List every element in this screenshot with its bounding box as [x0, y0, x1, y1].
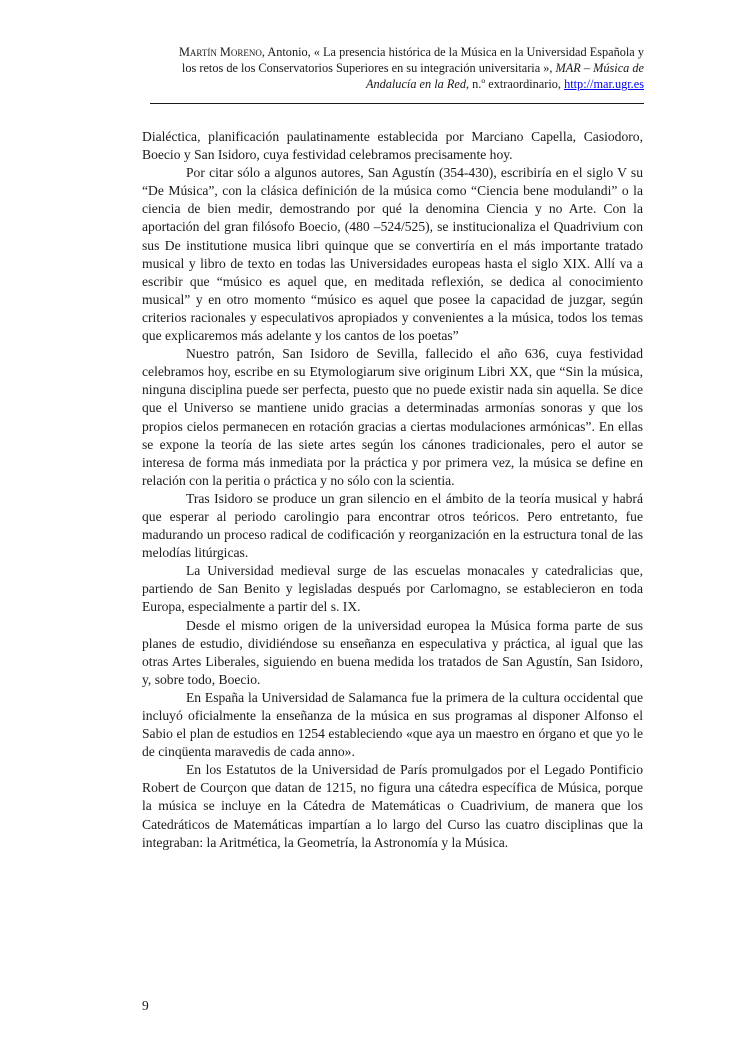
- article-body: [142, 128, 643, 852]
- header-author: Martín Moreno: [178, 45, 262, 59]
- header-rule: [150, 103, 644, 104]
- header-title-start: , Antonio, « La presencia histórica de la Música en la Universidad Española y: [261, 45, 644, 59]
- running-header: [150, 44, 644, 104]
- paragraph: La Universidad medieval surge de las escuelas monacales y catedralicias que, partiendo de San Benito y legisladas después por Carlomagno, se establecieron en toda Europa, especialmente a partir del s. IX.: [142, 563, 643, 615]
- header-citation-line-2: [150, 60, 644, 92]
- paragraph: En España la Universidad de Salamanca fue la primera de la cultura occidental que incluyó oficialmente la enseñanza de la música en sus programas al disponer Alfonso el Sabio el plan de estudios en 1254 estableciendo «que aya un maestro en órgano et que yo le de cinqüenta maravedis de cada anno».: [142, 689, 643, 760]
- paragraph: En los Estatutos de la Universidad de París promulgados por el Legado Pontificio Robert de Courçon que datan de 1215, no figura una cátedra específica de Música, porque la música se incluye en la Cátedra de Matemáticas o Cuadrivium, de manera que los Catedráticos de Matemáticas impartían a lo largo del Curso las cuatro disciplinas que la integraban: la Aritmética, la Geometría, la Astronomía y la Música.: [142, 762, 643, 850]
- header-issue: , n.º extraordinario,: [466, 77, 565, 91]
- paragraph: Nuestro patrón, San Isidoro de Sevilla, fallecido el año 636, cuya festividad celebramos hoy, escribe en su Etymologiarum sive originum Libri XX, que “Sin la música, ninguna disciplina puede ser perfecta, puesto que no puede existir nada sin aquella. Se dice que el Universo se mantiene unido gracias a determinadas armonías sonoras y que los propios cielos permanecen en rotación gracias a ciertas modulaciones armónicas”. En ellas se expone la teoría de las siete artes según los cánones tradicionales, pero el autor se interesa de forma más inmediata por la práctica y por primera vez, la música se define en relación con la peritia o práctica y no sólo con la scientia.: [142, 346, 643, 488]
- paragraph: Por citar sólo a algunos autores, San Agustín (354-430), escribiría en el siglo V su “De Música”, con la clásica definición de la música como “Ciencia bene modulandi” o la ciencia de bien medir, demostrando por qué la denomina Ciencia y no Arte. Con la aportación del gran filósofo Boecio, (480 –524/525), se institucionaliza el Quadrivium con sus De institutione musica libri quinque que se convertiría en el más importante tratado musical y libro de texto en todas las Universidades europeas hasta el siglo XIX. Allí va a escribir que “músico es aquel que, en meditada reflexión, se dedica al conocimiento musical” y en otro momento “músico es aquel que posee la capacidad de juzgar, según criterios racionales y especulativos apropiados y convenientes a la música, todos los temas que explicaremos más adelante y los cantos de los poetas”: [142, 165, 643, 344]
- page-number: 9: [142, 998, 149, 1013]
- header-citation-line-1: [150, 44, 644, 60]
- paragraph: Desde el mismo origen de la universidad europea la Música forma parte de sus planes de estudio, dividiéndose su enseñanza en especulativa y práctica, al igual que las otras Artes Liberales, siguiendo en buena medida los tratados de San Agustín, San Isidoro, y, sobre todo, Boecio.: [142, 617, 643, 687]
- header-title-end: los retos de los Conservatorios Superiores en su integración universitaria »,: [181, 61, 553, 75]
- paragraph: Tras Isidoro se produce un gran silencio en el ámbito de la teoría musical y habrá que esperar al periodo carolingio para encontrar otros teóricos. Pero entretanto, fue madurando un proceso radical de codificación y reorganización en la estructura tonal de las melodías litúrgicas.: [142, 490, 643, 561]
- header-journal: MAR – Música de Andalucía en la Red: [365, 61, 644, 91]
- paragraph: Dialéctica, planificación paulatinamente establecida por Marciano Capella, Casiodoro, Boecio y San Isidoro, cuya festividad celebramos precisamente hoy.: [142, 129, 643, 163]
- header-url-link[interactable]: http://mar.ugr.es: [564, 77, 644, 91]
